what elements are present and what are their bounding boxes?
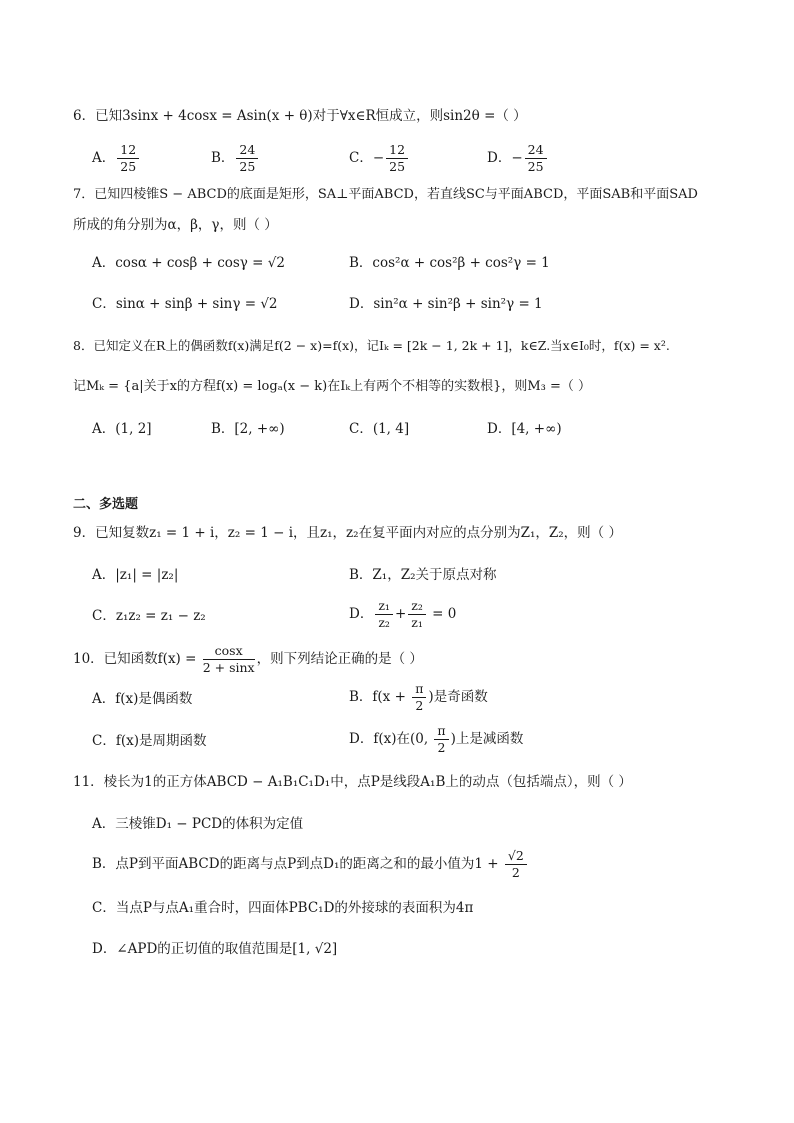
fraction: $\frac{24}{25}$ <box>525 142 547 175</box>
question-10-option-a[interactable]: A．f(x)是偶函数 <box>92 691 193 707</box>
question-10-option-b[interactable]: B．f(x + $\frac{\pi}{2}$ )是奇函数 <box>349 681 488 713</box>
fraction: $\frac{\pi}{2}$ <box>434 723 448 756</box>
question-6-option-a[interactable]: A． $\frac{12}{25}$ <box>92 142 141 175</box>
question-8-stem-line2: 记Mₖ = {a|关于x的方程f(x) = logₐ(x − k)在Iₖ上有两个不相等的实数根}，则M₃ =（ ） <box>73 379 592 394</box>
question-6-option-c[interactable]: C．− $\frac{12}{25}$ <box>349 142 410 175</box>
question-9-stem: 9．已知复数z₁ = 1 + i，z₂ = 1 − i，且z₁，z₂在复平面内对应的点分别为Z₁，Z₂，则（ ） <box>73 525 622 541</box>
fraction: $\frac{\text{z₂}}{\text{z₁}}$ <box>408 598 426 631</box>
question-9-option-c[interactable]: C．z₁z₂ = z₁ − z₂ <box>92 608 206 624</box>
question-9-option-d[interactable]: D． $\frac{\text{z₁}}{\text{z₂}}$ + $\frac{\text{z₂}}{\text{z₁}}$ = 0 <box>349 598 457 630</box>
question-6-option-d[interactable]: D．− $\frac{24}{25}$ <box>487 142 549 175</box>
fraction: $\frac{24}{25}$ <box>236 142 258 175</box>
question-6-stem: 6．已知3sinx + 4cosx = Asin(x + θ)对于∀x∈R恒成立，则sin2θ =（ ） <box>73 108 527 124</box>
fraction: $\frac{12}{25}$ <box>386 142 408 175</box>
question-9-option-a[interactable]: A．|z₁| = |z₂| <box>92 567 179 583</box>
question-8-option-d[interactable]: D．[4, +∞) <box>487 421 562 437</box>
question-11-option-a[interactable]: A．三棱锥D₁ − PCD的体积为定值 <box>92 816 304 832</box>
fraction: $\frac{√2}{2}$ <box>505 848 527 881</box>
question-7-stem-line1: 7．已知四棱锥S − ABCD的底面是矩形，SA⊥平面ABCD，若直线SC与平面ABCD，平面SAB和平面SAD <box>73 187 698 202</box>
question-8-option-b[interactable]: B．[2, +∞) <box>211 421 285 437</box>
fraction: $\frac{\text{z₁}}{\text{z₂}}$ <box>375 598 393 631</box>
question-11-option-c[interactable]: C．当点P与点A₁重合时，四面体PBC₁D的外接球的表面积为4π <box>92 900 474 916</box>
question-7-option-a[interactable]: A．cosα + cosβ + cosγ = √2 <box>92 255 285 271</box>
question-7-option-c[interactable]: C．sinα + sinβ + sinγ = √2 <box>92 296 278 312</box>
fraction: $\frac{\cos x}{2 + \sin x}$ <box>202 643 255 675</box>
question-7-option-d[interactable]: D．sin²α + sin²β + sin²γ = 1 <box>349 296 543 312</box>
question-10-option-c[interactable]: C．f(x)是周期函数 <box>92 733 207 749</box>
question-8-option-c[interactable]: C．(1, 4] <box>349 421 410 437</box>
question-11-stem: 11．棱长为1的正方体ABCD − A₁B₁C₁D₁中，点P是线段A₁B上的动点（包括端点），则（ ） <box>73 774 632 790</box>
question-11-option-b[interactable]: B．点P到平面ABCD的距离与点P到点D₁的距离之和的最小值为1 + $\frac{√2}{2}$ <box>92 848 529 881</box>
fraction: $\frac{\pi}{2}$ <box>412 681 426 714</box>
question-7-stem-line2: 所成的角分别为α，β，γ，则（ ） <box>73 217 278 233</box>
fraction: $\frac{12}{25}$ <box>117 142 139 175</box>
section-heading-multiple-choice: 二、多选题 <box>73 497 139 512</box>
question-9-option-b[interactable]: B．Z₁，Z₂关于原点对称 <box>349 567 497 583</box>
question-10-stem: 10．已知函数f(x) = $\frac{\cos x}{2 + \sin x}$ ，则下列结论正确的是（ ） <box>73 643 423 675</box>
question-8-stem-line1: 8．已知定义在R上的偶函数f(x)满足f(2 − x)=f(x)，记Iₖ = [2k − 1, 2k + 1]，k∈Z.当x∈I₀时，f(x) = x². <box>73 338 670 353</box>
question-7-option-b[interactable]: B．cos²α + cos²β + cos²γ = 1 <box>349 255 550 271</box>
question-11-option-d[interactable]: D．∠APD的正切值的取值范围是[1, √2] <box>92 941 338 957</box>
question-10-option-d[interactable]: D．f(x)在(0, $\frac{\pi}{2}$ )上是减函数 <box>349 723 524 755</box>
question-6-option-b[interactable]: B． $\frac{24}{25}$ <box>211 142 260 175</box>
question-8-option-a[interactable]: A．(1, 2] <box>92 421 152 437</box>
